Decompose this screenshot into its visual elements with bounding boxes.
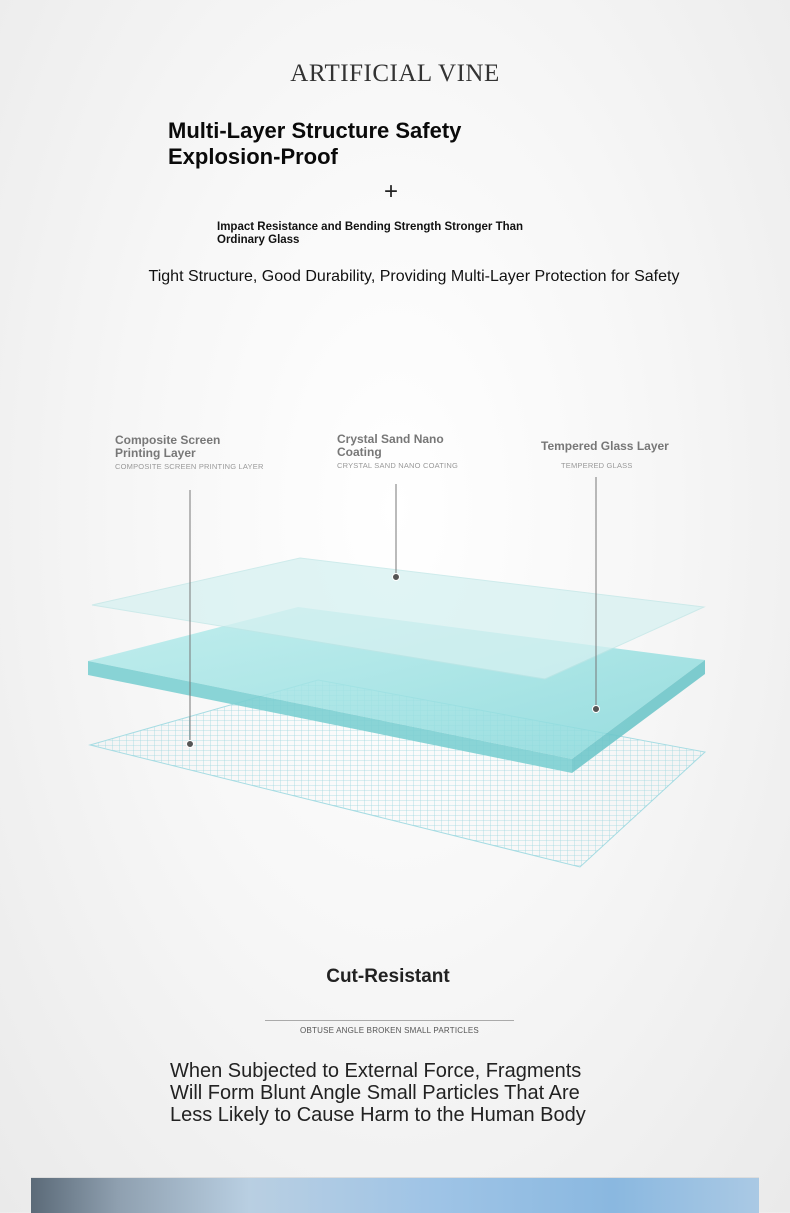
- layer-subtitle-printing: COMPOSITE SCREEN PRINTING LAYER: [115, 462, 264, 471]
- layer-title-printing-1: Composite Screen: [115, 433, 221, 447]
- cut-resistant-subtitle: OBTUSE ANGLE BROKEN SMALL PARTICLES: [300, 1026, 479, 1035]
- cut-desc-line-1: When Subjected to External Force, Fragments: [170, 1060, 582, 1082]
- layer-title-tempered: Tempered Glass Layer: [541, 439, 669, 453]
- layer-title-nano-2: Coating: [337, 445, 382, 459]
- headline-line-2: Explosion-Proof: [168, 144, 338, 169]
- layer-title-printing-2: Printing Layer: [115, 446, 196, 460]
- brand-title: ARTIFICIAL VINE: [290, 60, 500, 87]
- cut-desc-line-3: Less Likely to Cause Harm to the Human Body: [170, 1104, 586, 1126]
- subline-text: Impact Resistance and Bending Strength Stronger Than Ordinary Glass: [217, 221, 524, 246]
- cut-resistant-description: [170, 1060, 640, 1126]
- layer-title-nano-1: Crystal Sand Nano: [337, 432, 444, 446]
- plus-icon: +: [383, 178, 398, 205]
- layer-subtitle-tempered: TEMPERED GLASS: [561, 461, 633, 470]
- layer-subtitle-nano: CRYSTAL SAND NANO COATING: [337, 461, 458, 470]
- cut-resistant-title: Cut-Resistant: [326, 966, 450, 987]
- cut-desc-line-2: Will Form Blunt Angle Small Particles That Are: [170, 1082, 580, 1104]
- product-photo: [31, 1177, 759, 1213]
- glass-layers-diagram: [0, 400, 790, 890]
- headline: [168, 118, 588, 170]
- tagline-text: Tight Structure, Good Durability, Providing Multi-Layer Protection for Safety: [148, 268, 680, 285]
- headline-line-1: Multi-Layer Structure Safety: [168, 118, 462, 143]
- divider: [265, 1020, 514, 1021]
